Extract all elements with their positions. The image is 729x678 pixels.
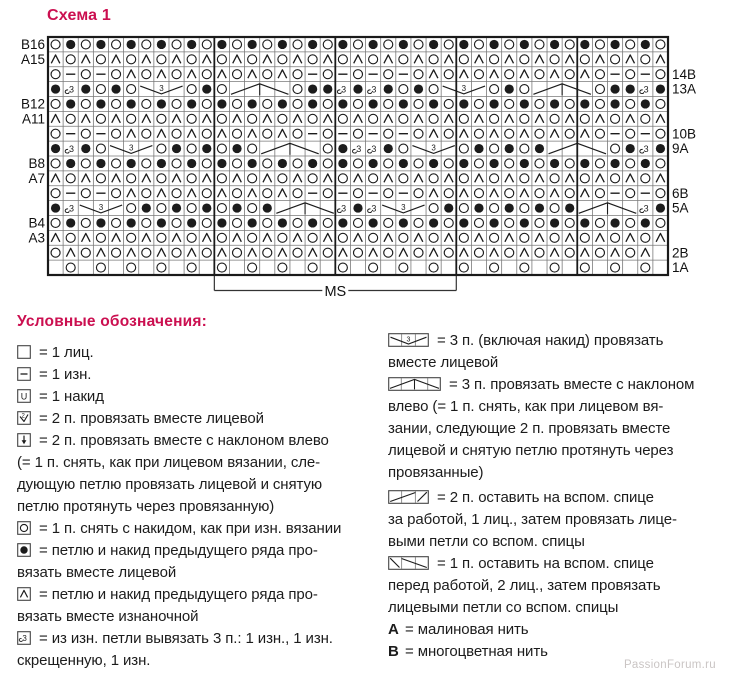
- legend-item: [17, 364, 377, 386]
- chart-row: [51, 84, 665, 95]
- chart-row: [51, 143, 665, 154]
- chart-row: [51, 114, 664, 123]
- chart-row: [51, 159, 665, 168]
- legend-text: = из изн. петли вывязать 3 п.: 1 изн., 1 изн.: [39, 630, 333, 647]
- legend-column-right: [388, 330, 726, 663]
- svg-text:3: 3: [371, 84, 377, 95]
- legend-text: = 1 п. снять с накидом, как при изн. вязании: [39, 520, 342, 537]
- legend-text: = 2 п. провязать вместе лицевой: [39, 410, 264, 427]
- legend-item: [388, 330, 726, 352]
- svg-text:3: 3: [356, 143, 362, 154]
- legend-symbol-lam-icon: [17, 587, 31, 601]
- chart-row: [51, 189, 665, 198]
- legend-item: [17, 584, 377, 606]
- svg-text:2: 2: [21, 413, 25, 420]
- legend-item-continuation: [388, 396, 726, 418]
- legend-text: скрещенную, 1 изн.: [17, 652, 151, 669]
- legend-item-continuation: [17, 452, 377, 474]
- legend-title: Условные обозначения:: [17, 313, 207, 330]
- legend-symbol-dotk-icon: [17, 543, 31, 557]
- legend-text: = многоцветная нить: [405, 643, 548, 660]
- legend-item: [17, 408, 377, 430]
- legend-item: [388, 374, 726, 396]
- legend-text: = 1 изн.: [39, 366, 92, 383]
- chart-grid: [0, 0, 729, 308]
- row-label-right: 2B: [672, 245, 689, 261]
- legend-item: [388, 619, 726, 641]
- legend-text: = 2 п. оставить на вспом. спице: [437, 489, 654, 506]
- row-label-right: 13A: [672, 81, 697, 97]
- chart-row: [51, 129, 665, 138]
- row-label-right: 1A: [672, 260, 689, 276]
- svg-text:3: 3: [68, 84, 74, 95]
- svg-text:3: 3: [98, 203, 104, 213]
- legend-item-continuation: [388, 509, 726, 531]
- legend-item: [17, 386, 377, 408]
- svg-text:3: 3: [159, 84, 164, 94]
- legend-item-continuation: [388, 462, 726, 484]
- legend-item-continuation: [17, 562, 377, 584]
- legend-symbol-p-icon: [17, 367, 31, 381]
- legend-item-continuation: [388, 597, 726, 619]
- svg-text:3: 3: [643, 203, 649, 214]
- legend-text: = 1 п. оставить на вспом. спице: [437, 555, 654, 572]
- row-label-right: 6B: [672, 185, 689, 201]
- legend-item-continuation: [388, 352, 726, 374]
- legend-text: = малиновая нить: [405, 621, 529, 638]
- legend-text: = петлю и накид предыдущего ряда про-: [39, 586, 318, 603]
- legend-text: петлю протянуть через провязанную): [17, 498, 275, 515]
- legend-text: выми петли со вспом. спицы: [388, 533, 585, 550]
- chart-row: [51, 70, 665, 79]
- svg-text:3: 3: [643, 84, 649, 95]
- legend-text: зании, следующие 2 п. провязать вместе: [388, 420, 671, 437]
- legend-item: [17, 518, 377, 540]
- legend-text: вязать вместе лицевой: [17, 564, 177, 581]
- page-title: Схема 1: [47, 7, 112, 24]
- legend-text: вместе лицевой: [388, 354, 499, 371]
- legend-text: = 2 п. провязать вместе с наклоном влево: [39, 432, 329, 449]
- chart-row: [51, 99, 665, 108]
- chart-row: [51, 174, 664, 183]
- svg-text:3: 3: [431, 143, 436, 153]
- chart-row: [51, 55, 664, 64]
- row-label-right: 10B: [672, 126, 697, 142]
- legend-item-continuation: [17, 474, 377, 496]
- svg-text:3: 3: [371, 203, 377, 214]
- row-label-left: B4: [28, 215, 45, 231]
- row-label-right: 14B: [672, 66, 697, 82]
- legend-text: = петлю и накид предыдущего ряда про-: [39, 542, 318, 559]
- svg-text:3: 3: [371, 143, 377, 154]
- legend-item: [17, 430, 377, 452]
- legend-symbol-c4-icon: [388, 377, 441, 391]
- legend-symbol-k2-icon: [17, 411, 31, 425]
- svg-text:U: U: [20, 391, 28, 402]
- row-label-right: 9A: [672, 141, 689, 157]
- legend-text: = 1 лиц.: [39, 344, 94, 361]
- svg-text:3: 3: [341, 203, 347, 214]
- row-label-left: B8: [28, 156, 45, 172]
- legend-item: [17, 342, 377, 364]
- legend-item-continuation: [388, 418, 726, 440]
- legend-symbol-v3-icon: [388, 333, 429, 347]
- legend-text: перед работой, 2 лиц., затем провязать: [388, 577, 661, 594]
- ms-bracket: [214, 276, 456, 300]
- legend-item-continuation: [388, 531, 726, 553]
- svg-text:3: 3: [68, 143, 74, 154]
- svg-text:3: 3: [128, 143, 134, 153]
- legend-text: = 1 накид: [39, 388, 104, 405]
- svg-text:3: 3: [406, 336, 411, 344]
- ms-label: MS: [324, 284, 347, 300]
- legend-symbol-cf1-icon: [388, 556, 429, 570]
- svg-text:3: 3: [22, 633, 27, 643]
- legend-item-continuation: [388, 575, 726, 597]
- row-label-left: A3: [28, 230, 45, 246]
- legend-item-continuation: [17, 606, 377, 628]
- legend-symbol-A-icon: A: [388, 621, 399, 638]
- row-label-right: 5A: [672, 200, 689, 216]
- legend-text: лицевыми петли со вспом. спицы: [388, 599, 619, 616]
- svg-text:3: 3: [401, 203, 406, 213]
- legend-symbol-k-icon: [17, 345, 31, 359]
- svg-text:3: 3: [341, 84, 347, 95]
- legend-text: лицевой и снятую петлю протянуть через: [388, 442, 674, 459]
- legend-text: = 3 п. провязать вместе с наклоном: [449, 376, 695, 393]
- legend-symbol-slip-icon: [17, 521, 31, 535]
- legend-column-left: [17, 313, 377, 672]
- legend-text: провязанные): [388, 464, 484, 481]
- legend-item: [388, 487, 726, 509]
- legend-item: [17, 628, 377, 650]
- legend-item-continuation: [17, 650, 377, 672]
- chart-row: [51, 40, 665, 49]
- legend-symbol-B-icon: B: [388, 643, 399, 660]
- legend-items-left: [17, 342, 377, 672]
- legend-symbol-cb2-icon: [388, 490, 429, 504]
- svg-text:3: 3: [68, 203, 74, 214]
- row-label-left: A11: [21, 111, 45, 127]
- legend-items-right: [388, 330, 726, 663]
- row-label-left: A15: [20, 51, 45, 67]
- legend-symbol-u-icon: [17, 389, 31, 403]
- legend-text: влево (= 1 п. снять, как при лицевом вя-: [388, 398, 664, 415]
- legend-item-continuation: [17, 496, 377, 518]
- chart-row: [51, 203, 665, 214]
- legend-text: = 3 п. (включая накид) провязать: [437, 332, 664, 349]
- legend-item: [388, 553, 726, 575]
- chart-row: [51, 218, 665, 227]
- chart-row: [51, 233, 664, 242]
- row-label-left: B12: [20, 96, 45, 112]
- svg-text:3: 3: [643, 143, 649, 154]
- knitting-chart: [0, 0, 729, 308]
- legend-item-continuation: [388, 440, 726, 462]
- svg-text:3: 3: [461, 84, 467, 94]
- legend-text: дующую петлю провязать лицевой и снятую: [17, 476, 323, 493]
- legend-symbol-skp-icon: [17, 433, 31, 447]
- legend-symbol-m3-icon: [17, 631, 31, 645]
- legend-text: вязать вместе изнаночной: [17, 608, 199, 625]
- legend-item: [17, 540, 377, 562]
- row-label-left: B16: [20, 37, 45, 53]
- row-label-left: A7: [28, 170, 45, 186]
- watermark: PassionForum.ru: [623, 659, 716, 671]
- legend-text: (= 1 п. снять, как при лицевом вязании, сле-: [17, 454, 321, 471]
- legend-text: за работой, 1 лиц., затем провязать лице-: [388, 511, 677, 528]
